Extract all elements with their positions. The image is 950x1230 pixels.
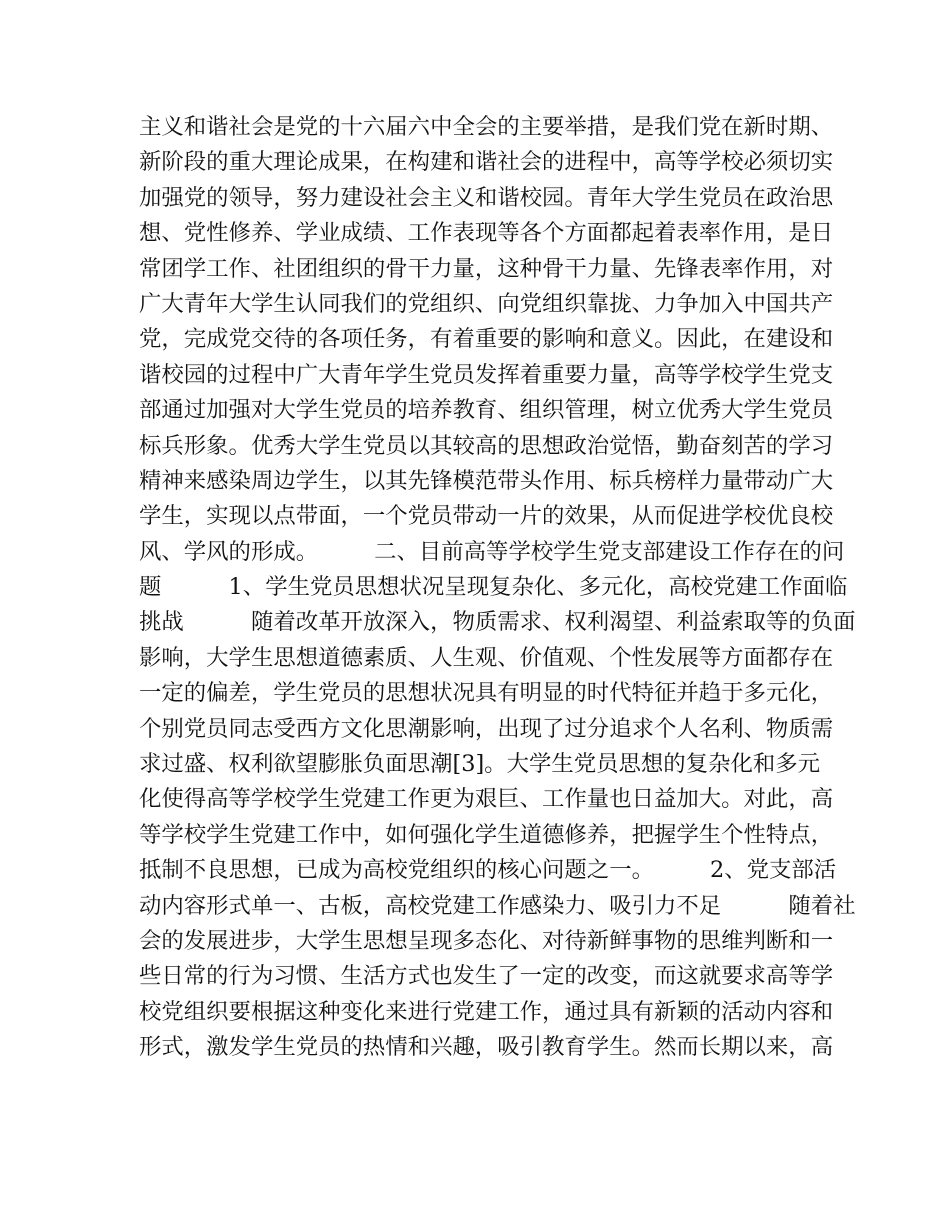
text-line: 常团学工作、社团组织的骨干力量，这种骨干力量、先锋表率作用，对	[139, 255, 834, 282]
body-paragraph	[139, 110, 856, 1066]
text-line: 抵制不良思想，已成为高校党组织的核心问题之一。 2、党支部活	[139, 857, 837, 884]
text-line: 形式，激发学生党员的热情和兴趣，吸引教育学生。然而长期以来，高	[139, 1034, 834, 1061]
text-line: 主义和谐社会是党的十六届六中全会的主要举措，是我们党在新时期、	[139, 114, 834, 140]
text-line: 动内容形式单一、古板，高校党建工作感染力、吸引力不足 随着社	[139, 892, 856, 919]
text-line: 想、党性修养、学业成绩、工作表现等各个方面都起着表率作用，是日	[139, 220, 834, 247]
text-line: 挑战 随着改革开放深入，物质需求、权利渴望、利益索取等的负面	[139, 609, 856, 636]
text-line: 一定的偏差，学生党员的思想状况具有明显的时代特征并趋于多元化，	[139, 680, 834, 707]
text-line: 风、学风的形成。 二、目前高等学校学生党支部建设工作存在的问	[139, 538, 845, 565]
text-line: 个别党员同志受西方文化思潮影响，出现了过分追求个人名利、物质需	[139, 715, 834, 742]
text-line: 些日常的行为习惯、生活方式也发生了一定的改变，而这就要求高等学	[139, 963, 834, 990]
text-line: 谐校园的过程中广大青年学生党员发挥着重要力量，高等学校学生党支	[139, 361, 834, 388]
text-line: 等学校学生党建工作中，如何强化学生道德修养，把握学生个性特点，	[139, 821, 834, 848]
text-line: 加强党的领导，努力建设社会主义和谐校园。青年大学生党员在政治思	[139, 184, 834, 211]
text-line: 影响，大学生思想道德素质、人生观、价值观、个性发展等方面都存在	[139, 644, 834, 671]
text-line: 标兵形象。优秀大学生党员以其较高的思想政治觉悟，勤奋刻苦的学习	[139, 432, 834, 459]
text-line: 题 1、学生党员思想状况呈现复杂化、多元化，高校党建工作面临	[139, 574, 848, 601]
text-line: 化使得高等学校学生党建工作更为艰巨、工作量也日益加大。对此，高	[139, 786, 834, 813]
text-line: 求过盛、权利欲望膨胀负面思潮[3]。大学生党员思想的复杂化和多元	[139, 751, 821, 778]
text-line: 部通过加强对大学生党员的培养教育、组织管理，树立优秀大学生党员	[139, 397, 834, 424]
text-line: 精神来感染周边学生，以其先锋模范带头作用、标兵榜样力量带动广大	[139, 467, 834, 494]
text-line: 校党组织要根据这种变化来进行党建工作，通过具有新颖的活动内容和	[139, 998, 834, 1025]
text-line: 新阶段的重大理论成果，在构建和谐社会的进程中，高等学校必须切实	[139, 149, 834, 176]
text-line: 学生，实现以点带面，一个党员带动一片的效果，从而促进学校优良校	[139, 503, 834, 530]
text-line: 广大青年大学生认同我们的党组织、向党组织靠拢、力争加入中国共产	[139, 290, 834, 317]
text-line: 党，完成党交待的各项任务，有着重要的影响和意义。因此，在建设和	[139, 326, 834, 353]
text-line: 会的发展进步，大学生思想呈现多态化、对待新鲜事物的思维判断和一	[139, 927, 834, 954]
